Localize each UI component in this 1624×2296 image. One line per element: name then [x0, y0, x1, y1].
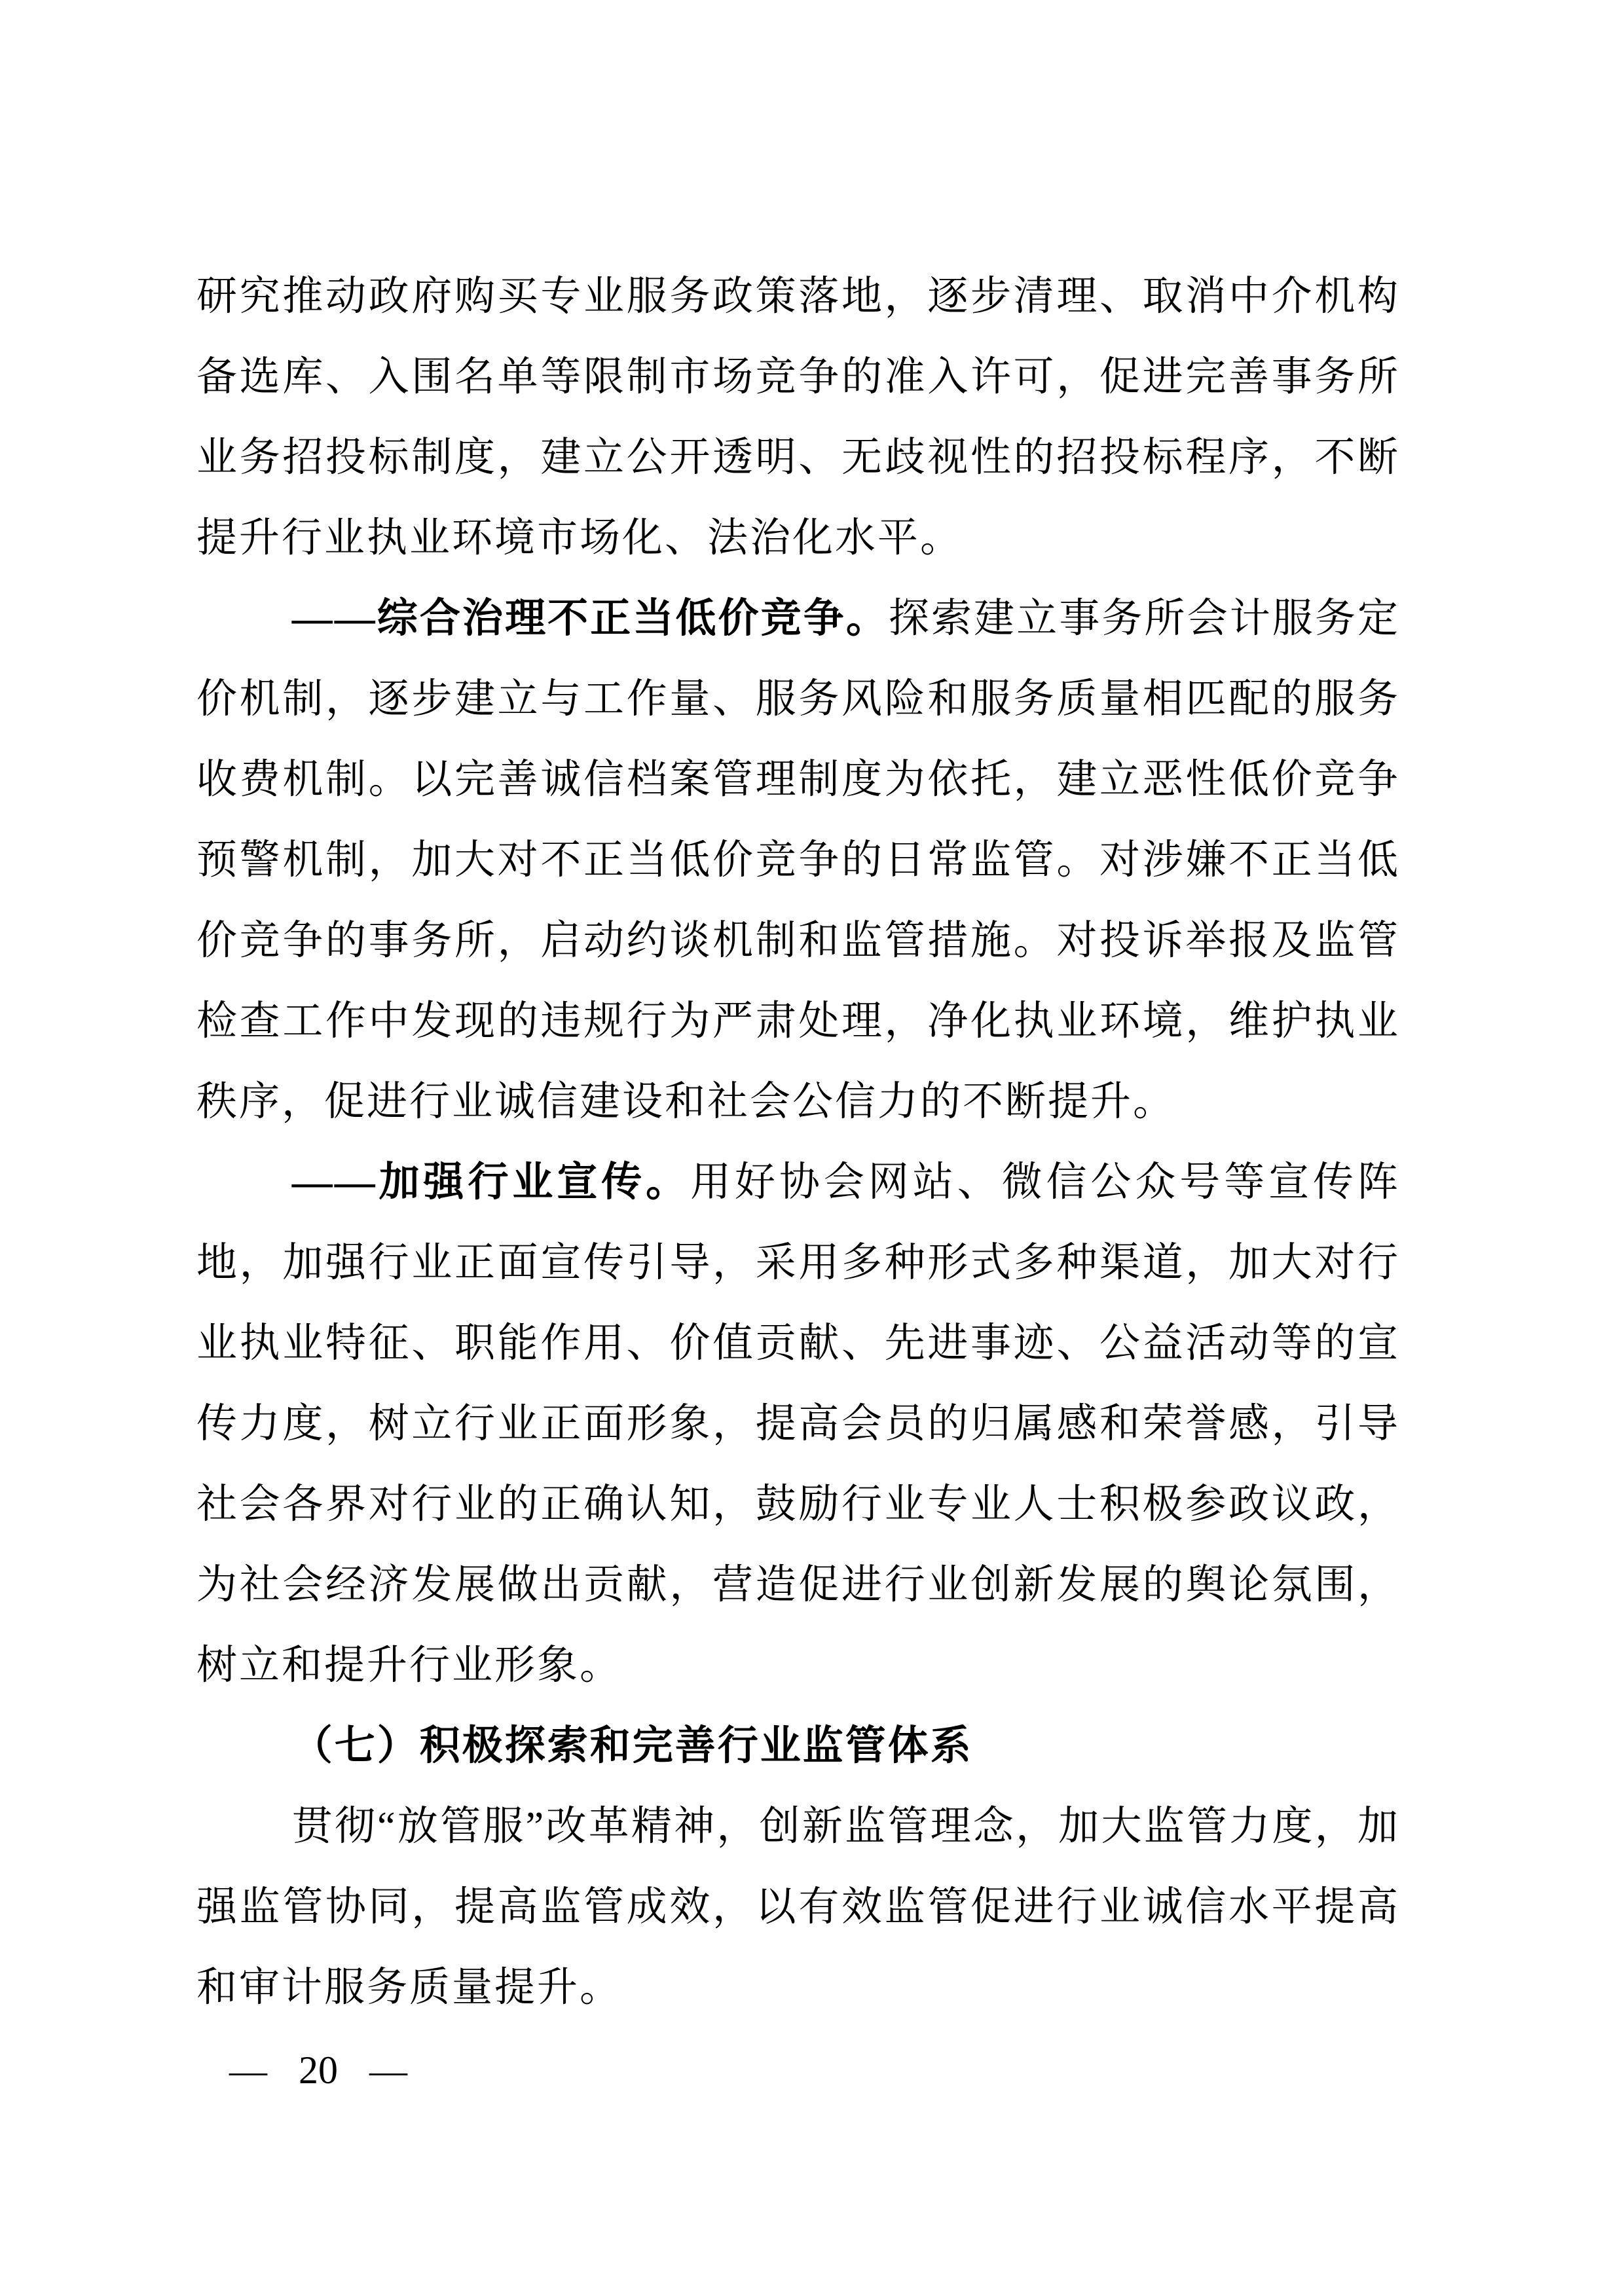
footer-dash-right: —	[369, 2049, 407, 2092]
paragraph-text: 研究推动政府购买专业服务政策落地，逐步清理、取消中介机构备选库、入围名单等限制市场竞争的准入许可，促进完善事务所业务招投标制度，建立公开透明、无歧视性的招投标程序，不断提升行业执业环境市场化、法治化水平。	[196, 274, 1400, 560]
paragraph-low-price-competition	[196, 579, 1400, 1142]
paragraph-regulation-system	[196, 1787, 1400, 2028]
paragraph-continuation	[196, 257, 1400, 579]
paragraph-text: 贯彻“放管服”改革精神，创新监管理念，加大监管力度，加强监管协同，提高监管成效，以有效监管促进行业诚信水平提高和审计服务质量提升。	[196, 1804, 1400, 2010]
paragraph-text: 探索建立事务所会计服务定价机制，逐步建立与工作量、服务风险和服务质量相匹配的服务收费机制。以完善诚信档案管理制度为依托，建立恶性低价竞争预警机制，加大对不正当低价竞争的日常监管。对涉嫌不正当低价竞争的事务所，启动约谈机制和监管措施。对投诉举报及监管检查工作中发现的违规行为严肃处理，净化执业环境，维护执业秩序，促进行业诚信建设和社会公信力的不断提升。	[196, 596, 1400, 1124]
paragraph-industry-publicity	[196, 1142, 1400, 1706]
footer-dash-left: —	[229, 2049, 267, 2092]
section-heading-text: （七）积极探索和完善行业监管体系	[291, 1724, 973, 1768]
page-number-footer	[229, 2044, 407, 2096]
document-content	[196, 257, 1400, 2028]
paragraph-lead: ——综合治理不正当低价竞争。	[291, 596, 889, 641]
paragraph-text: 用好协会网站、微信公众号等宣传阵地，加强行业正面宣传引导，采用多种形式多种渠道，加大对行业执业特征、职能作用、价值贡献、先进事迹、公益活动等的宣传力度，树立行业正面形象，提高会员的归属感和荣誉感，引导社会各界对行业的正确认知，鼓励行业专业人士积极参政议政，为社会经济发展做出贡献，营造促进行业创新发展的舆论氛围，树立和提升行业形象。	[196, 1160, 1400, 1688]
paragraph-lead: ——加强行业宣传。	[291, 1160, 691, 1205]
page-number: 20	[299, 2048, 338, 2092]
section-heading-seven	[196, 1706, 1400, 1787]
